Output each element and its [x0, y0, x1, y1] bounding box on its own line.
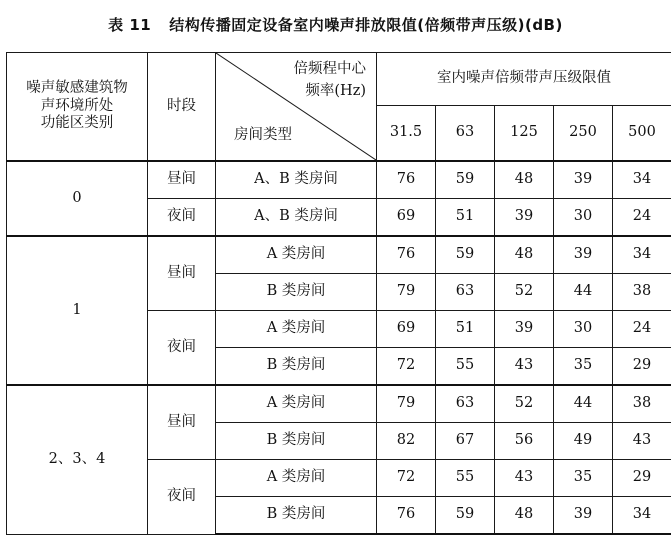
table-row	[7, 161, 671, 199]
header-limit-group: 室内噪声倍频带声压级限值	[377, 53, 671, 106]
room-cell: A、B 类房间	[216, 199, 377, 237]
value-cell: 39	[495, 199, 554, 237]
header-frequency-value: 125	[495, 106, 554, 162]
room-cell: A、B 类房间	[216, 161, 377, 199]
value-cell: 76	[377, 236, 436, 274]
value-cell: 55	[436, 460, 495, 497]
period-cell: 昼间	[148, 161, 216, 199]
period-cell: 昼间	[148, 385, 216, 460]
value-cell: 72	[377, 348, 436, 386]
value-cell: 34	[613, 497, 671, 535]
value-cell: 35	[554, 460, 613, 497]
value-cell: 39	[554, 161, 613, 199]
value-cell: 51	[436, 311, 495, 348]
room-cell: B 类房间	[216, 348, 377, 386]
value-cell: 48	[495, 497, 554, 535]
table-number: 表 11	[108, 16, 151, 34]
value-cell: 39	[554, 497, 613, 535]
header-frequency-line: 频率(Hz)	[294, 81, 367, 103]
value-cell: 52	[495, 385, 554, 423]
header-diagonal-cell	[216, 53, 377, 162]
room-cell: B 类房间	[216, 423, 377, 460]
value-cell: 38	[613, 385, 671, 423]
room-cell: A 类房间	[216, 460, 377, 497]
value-cell: 38	[613, 274, 671, 311]
value-cell: 30	[554, 199, 613, 237]
value-cell: 82	[377, 423, 436, 460]
value-cell: 43	[613, 423, 671, 460]
room-cell: A 类房间	[216, 311, 377, 348]
header-category-line: 噪声敏感建筑物	[7, 80, 147, 97]
room-cell: A 类房间	[216, 385, 377, 423]
value-cell: 63	[436, 385, 495, 423]
value-cell: 43	[495, 348, 554, 386]
header-room-type: 房间类型	[234, 127, 292, 144]
category-cell: 0	[7, 161, 148, 236]
value-cell: 55	[436, 348, 495, 386]
value-cell: 30	[554, 311, 613, 348]
room-cell: B 类房间	[216, 274, 377, 311]
value-cell: 43	[495, 460, 554, 497]
value-cell: 24	[613, 311, 671, 348]
value-cell: 34	[613, 161, 671, 199]
room-cell: A 类房间	[216, 236, 377, 274]
value-cell: 48	[495, 161, 554, 199]
period-cell: 昼间	[148, 236, 216, 311]
value-cell: 39	[554, 236, 613, 274]
value-cell: 63	[436, 274, 495, 311]
value-cell: 69	[377, 199, 436, 237]
value-cell: 76	[377, 161, 436, 199]
table-title	[0, 14, 671, 35]
value-cell: 52	[495, 274, 554, 311]
value-cell: 72	[377, 460, 436, 497]
table-caption: 结构传播固定设备室内噪声排放限值(倍频带声压级)(dB)	[169, 16, 563, 34]
value-cell: 34	[613, 236, 671, 274]
header-category-line: 功能区类别	[7, 115, 147, 132]
value-cell: 59	[436, 161, 495, 199]
value-cell: 48	[495, 236, 554, 274]
period-cell: 夜间	[148, 460, 216, 535]
category-cell: 2、3、4	[7, 385, 148, 534]
period-cell: 夜间	[148, 311, 216, 386]
header-row	[7, 53, 671, 106]
value-cell: 76	[377, 497, 436, 535]
header-category	[7, 53, 148, 162]
value-cell: 44	[554, 385, 613, 423]
period-cell: 夜间	[148, 199, 216, 237]
value-cell: 59	[436, 497, 495, 535]
value-cell: 67	[436, 423, 495, 460]
value-cell: 79	[377, 385, 436, 423]
value-cell: 35	[554, 348, 613, 386]
table-row	[7, 236, 671, 274]
value-cell: 56	[495, 423, 554, 460]
value-cell: 44	[554, 274, 613, 311]
room-cell: B 类房间	[216, 497, 377, 535]
value-cell: 39	[495, 311, 554, 348]
value-cell: 24	[613, 199, 671, 237]
value-cell: 29	[613, 348, 671, 386]
header-frequency-value: 500	[613, 106, 671, 162]
noise-limit-table	[6, 52, 671, 535]
category-cell: 1	[7, 236, 148, 385]
value-cell: 49	[554, 423, 613, 460]
value-cell: 69	[377, 311, 436, 348]
header-frequency-value: 250	[554, 106, 613, 162]
header-period: 时段	[148, 53, 216, 162]
header-frequency-value: 63	[436, 106, 495, 162]
header-frequency-value: 31.5	[377, 106, 436, 162]
value-cell: 29	[613, 460, 671, 497]
table-row	[7, 385, 671, 423]
header-category-line: 声环境所处	[7, 98, 147, 115]
value-cell: 51	[436, 199, 495, 237]
header-frequency-line: 倍频程中心	[294, 59, 367, 81]
value-cell: 59	[436, 236, 495, 274]
header-frequency	[294, 59, 367, 103]
value-cell: 79	[377, 274, 436, 311]
